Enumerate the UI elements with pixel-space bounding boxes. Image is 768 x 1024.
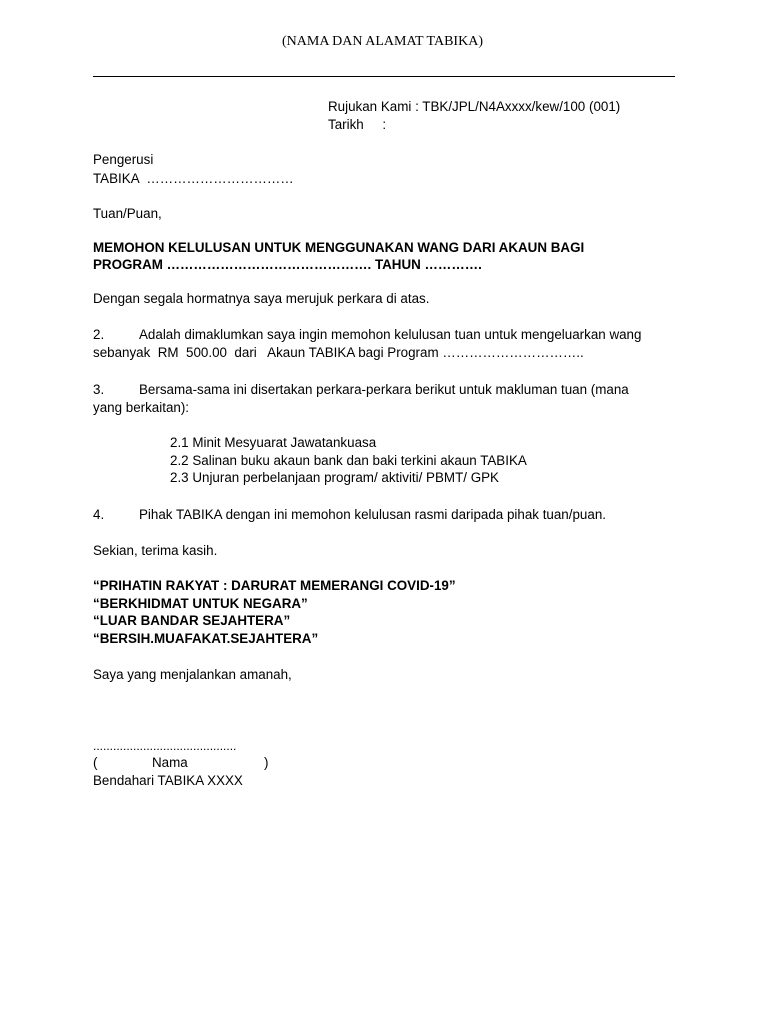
signatory-name-open-paren: (: [93, 755, 98, 770]
signatory-title: Bendahari TABIKA XXXX: [93, 773, 243, 788]
signatory-name: Nama: [152, 755, 188, 770]
attachment-item: 2.2 Salinan buku akaun bank dan baki terkini akaun TABIKA: [170, 453, 527, 468]
slogan: “BERKHIDMAT UNTUK NEGARA”: [93, 596, 308, 611]
paragraph-2-number: 2.: [93, 327, 105, 342]
reference-number: Rujukan Kami : TBK/JPL/N4Axxxx/kew/100 (001): [328, 99, 621, 114]
signatory-name-close-paren: ): [264, 755, 269, 770]
signature-dots: ...........................................: [93, 739, 237, 753]
signoff-line: Saya yang menjalankan amanah,: [93, 667, 292, 682]
paragraph-3-line-1: Bersama-sama ini disertakan perkara-perkara berikut untuk makluman tuan (mana: [139, 382, 629, 397]
letterhead-divider: [93, 76, 675, 77]
recipient-title: Pengerusi: [93, 152, 154, 167]
slogan: “PRIHATIN RAKYAT : DARURAT MEMERANGI COVID-19”: [93, 578, 456, 593]
paragraph-3-number: 3.: [93, 382, 105, 397]
paragraph-4-number: 4.: [93, 507, 105, 522]
subject-line-2: PROGRAM ………………………………………. TAHUN ………….: [93, 257, 482, 272]
paragraph-2-line-2: sebanyak RM 500.00 dari Akaun TABIKA bagi Program …………………………..: [93, 345, 584, 360]
paragraph-3-line-2: yang berkaitan):: [93, 400, 190, 415]
paragraph-4-line-1: Pihak TABIKA dengan ini memohon kelulusan rasmi daripada pihak tuan/puan.: [139, 507, 606, 522]
paragraph-2-line-1: Adalah dimaklumkan saya ingin memohon kelulusan tuan untuk mengeluarkan wang: [139, 327, 642, 342]
recipient-org: TABIKA ……………………………: [93, 171, 294, 186]
letterhead-title: (NAMA DAN ALAMAT TABIKA): [282, 34, 483, 49]
intro-paragraph: Dengan segala hormatnya saya merujuk perkara di atas.: [93, 291, 430, 306]
subject-line-1: MEMOHON KELULUSAN UNTUK MENGGUNAKAN WANG DARI AKAUN BAGI: [93, 240, 585, 255]
closing-line: Sekian, terima kasih.: [93, 543, 218, 558]
slogan: “BERSIH.MUAFAKAT.SEJAHTERA”: [93, 631, 319, 646]
salutation: Tuan/Puan,: [93, 206, 162, 221]
attachment-item: 2.1 Minit Mesyuarat Jawatankuasa: [170, 435, 377, 450]
slogan: “LUAR BANDAR SEJAHTERA”: [93, 613, 291, 628]
date-line: Tarikh :: [328, 117, 387, 132]
attachment-item: 2.3 Unjuran perbelanjaan program/ aktiviti/ PBMT/ GPK: [170, 470, 499, 485]
